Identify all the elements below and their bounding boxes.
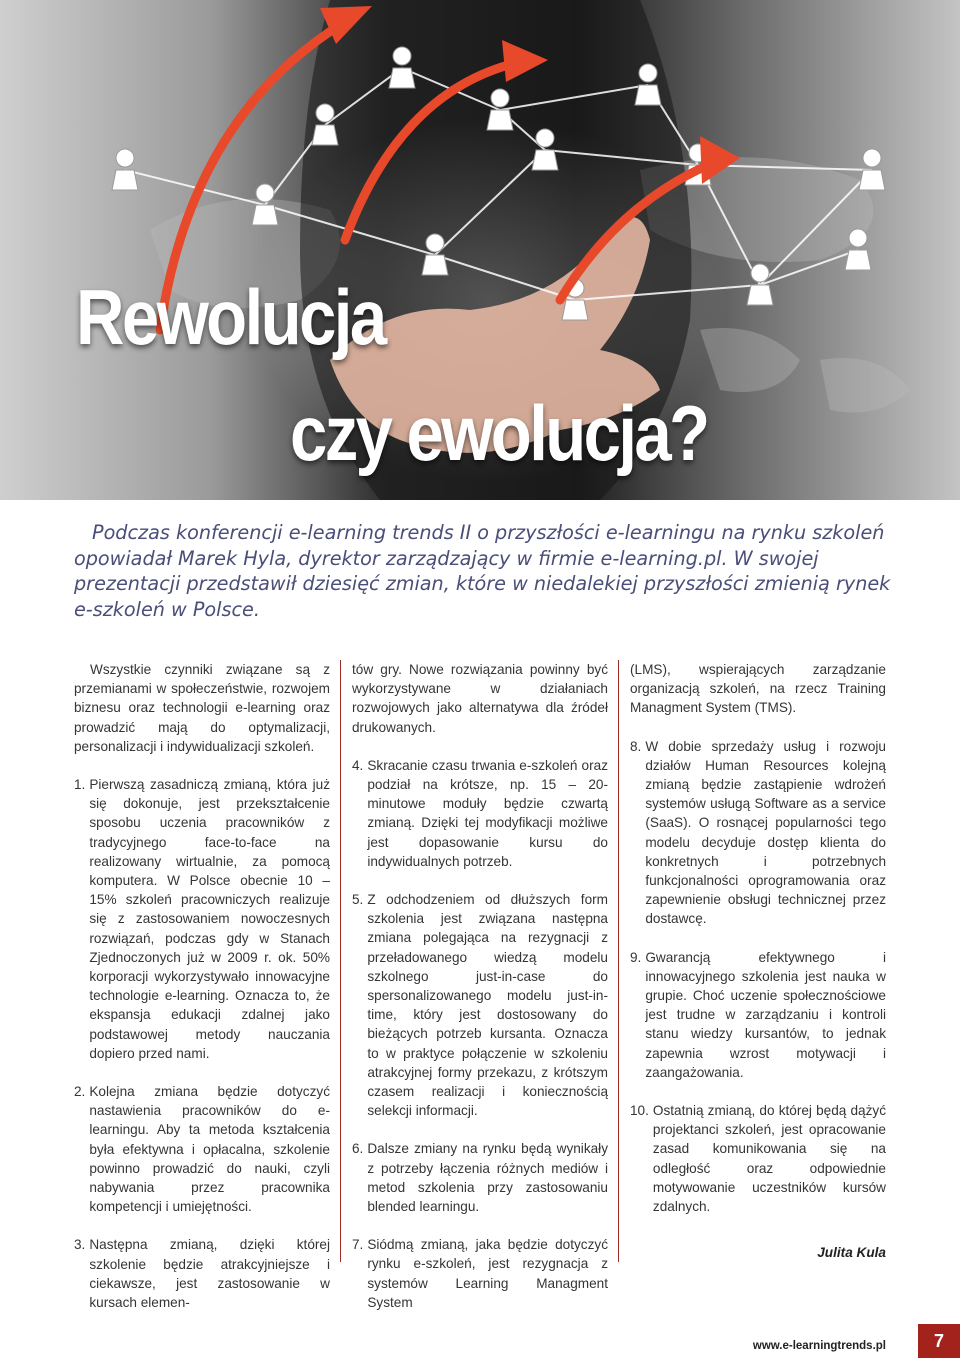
item-text: Dalsze zmiany na rynku będą wynikały z potrzeby łączenia różnych mediów i metod szkolenia przy zastosowaniu blended learningu. <box>367 1141 608 1215</box>
author-signature: Julita Kula <box>817 1245 886 1260</box>
item-number: 3. <box>74 1237 86 1253</box>
item-number: 8. <box>630 738 642 754</box>
hero-image <box>0 0 960 500</box>
item-number: 9. <box>630 949 642 965</box>
item-text: Kolejna zmiana będzie dotyczyć nastawienia pracowników do e-learningu. Aby ta metoda kształcenia była efektywna i opłacalna, szkolenie powinno prowadzić do nauki, czyli nabywania przez pracownika kompetencji i umiejętności. <box>89 1084 330 1215</box>
item-text: Pierwszą zasadniczą zmianą, która już się dokonuje, jest przekształcenie sposobu uczenia pracowników z tradycyjnego face-to-face na realizowany wirtualnie, za pomocą komputera. W Polsce obecnie 10 – 15% szkoleń pracowniczych realizuje się z zastosowaniem nowoczesnych rozwiązań, podczas gdy w Stanach Zjednoczonych już w 2009 r. ok. 50% korporacji wykorzystywało innowacyjne technologie e-learning. Oznacza to, że ekspansja edukacji zdalnej jako podstawowej metody nauczania dopiero przed nami. <box>89 777 330 1061</box>
item-number: 4. <box>352 757 364 773</box>
list-item <box>352 890 608 1120</box>
person-icon <box>112 149 138 190</box>
title-line-2: czy ewolucja? <box>290 389 708 477</box>
column-1 <box>74 660 330 1331</box>
column-2 <box>352 660 608 1331</box>
page-number: 7 <box>918 1324 960 1358</box>
lead-paragraph: Podczas konferencji e-learning trends II o przyszłości e-learningu na rynku szkoleń opowiadał Marek Hyla, dyrektor zarządzający w firmie e-learning.pl. W swojej prezentacji przedstawił dziesięć zmian, które w niedalekiej przyszłości zmienią rynek e-szkoleń w Polsce. <box>74 521 891 621</box>
item-text: Ostatnią zmianą, do której będą dążyć projektanci szkoleń, jest opracowanie zasad komunikowania się na odległość oraz odpowiednie motywowanie uczestników kursów zdalnych. <box>652 1103 886 1215</box>
item-number: 2. <box>74 1084 86 1100</box>
item-continuation: tów gry. Nowe rozwiązania powinny być wykorzystywane w działaniach rozwojowych jako alternatywa dla źródeł drukowanych. <box>352 662 608 735</box>
item-number: 7. <box>352 1237 364 1253</box>
column-divider <box>340 660 341 1262</box>
title-line-1: Rewolucja <box>76 273 385 361</box>
person-icon <box>252 184 278 225</box>
list-item <box>74 1082 330 1216</box>
item-text: Siódmą zmianą, jaka będzie dotyczyć rynku e-szkoleń, jest rezygnacja z systemów Learning Managment System <box>367 1237 608 1310</box>
person-icon <box>747 264 773 305</box>
item-number: 1. <box>74 777 86 793</box>
item-text: W dobie sprzedaży usług i rozwoju działów Human Resources kolejną zmianą będzie zastąpienie wdrożeń systemów usługą Software as a service (SaaS). O rosnącej popularności tego modelu decyduje dostęp klienta do konkretnych i potrzebnych funkcjonalności oprogramowania oraz zapewnienie obsługi technicznej przez dostawcę. <box>645 738 886 927</box>
item-number: 5. <box>352 892 364 908</box>
list-item <box>74 1235 330 1312</box>
intro-paragraph: Wszystkie czynniki związane są z przemianami w społeczeństwie, rozwojem biznesu oraz technologii e-learning oraz prowadzić mają do optymalizacji, personalizacji i indywidualizacji szkoleń. <box>74 662 330 754</box>
item-text: Gwarancją efektywnego i innowacyjnego szkolenia jest nauka w grupie. Choć uczenie społecznościowe jest trudne w zarządzaniu i kontroli stanu wiedzy kursantów, to jednak zapewnia wzrost motywacji i zaangażowania. <box>645 949 886 1080</box>
list-item <box>74 775 330 1063</box>
list-item <box>630 1101 886 1216</box>
column-divider <box>618 660 619 1262</box>
item-number: 10. <box>630 1103 649 1119</box>
item-text: Skracanie czasu trwania e-szkoleń oraz podział na krótsze, np. 15 – 20-minutowe moduły będzie czwartą zmianą. Dzięki tej modyfikacji możliwe jest dopasowanie kursu do indywidualnych potrzeb. <box>367 757 608 869</box>
item-continuation: (LMS), wspierających zarządzanie organizacją szkoleń, na rzecz Training Managment System (TMS). <box>630 662 886 716</box>
list-item <box>352 1235 608 1312</box>
item-text: Następna zmianą, dzięki której szkolenie będzie atrakcyjniejsze i ciekawsze, jest zastosowanie w kursach elemen- <box>89 1237 330 1311</box>
list-item <box>352 1139 608 1216</box>
list-item <box>352 756 608 871</box>
footer-url[interactable]: www.e-learningtrends.pl <box>752 1340 886 1352</box>
item-number: 6. <box>352 1141 364 1157</box>
item-text: Z odchodzeniem od dłuższych form szkolenia jest związana następna zmiana polegająca na rezygnacji z przeładowanego wiedzą modelu szkolnego just-in-case do spersonalizowanego modelu just-in-time, który jest dostosowany do bieżących potrzeb kursanta. Oznacza to w praktyce połączenie w szkoleniu atrakcyjnej formy przekazu, z krótszym czasem realizacji i koniecznością selekcji informacji. <box>367 892 608 1119</box>
column-3 <box>630 660 886 1235</box>
person-icon <box>859 149 885 190</box>
list-item <box>630 948 886 1082</box>
list-item <box>630 737 886 929</box>
